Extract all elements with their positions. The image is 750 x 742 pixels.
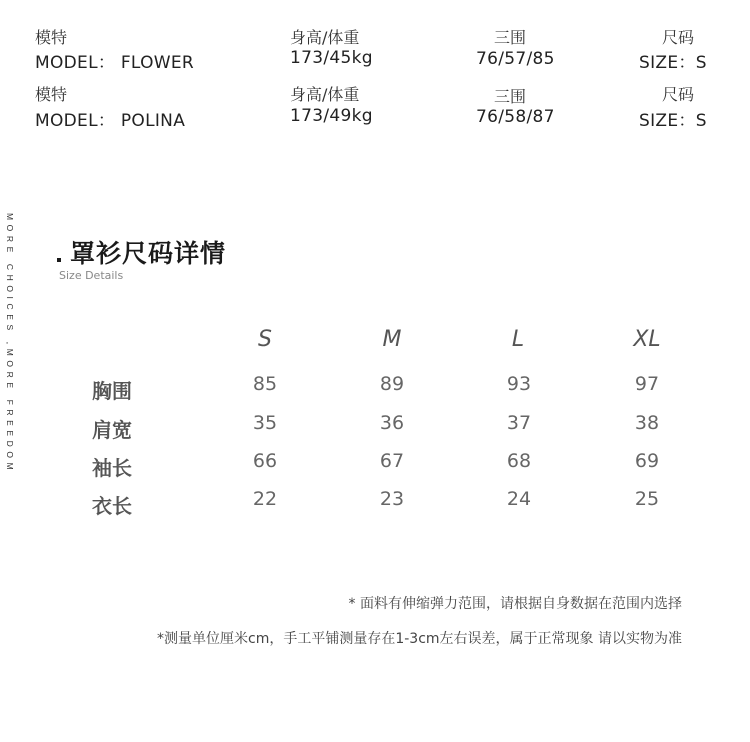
measurements-value: 76/57/85	[476, 49, 555, 69]
column-header-xl: XL	[633, 327, 661, 352]
height-weight-label: 身高/体重	[290, 85, 360, 104]
model-name: MODEL： FLOWER	[35, 53, 195, 73]
measurements-label: 三围	[494, 87, 527, 106]
table-cell: 97	[634, 373, 660, 395]
row-label-length: 衣长	[92, 494, 132, 518]
table-cell: 67	[379, 450, 405, 472]
table-cell: 25	[634, 488, 660, 510]
column-header-s: S	[258, 327, 272, 352]
table-cell: 85	[252, 373, 278, 395]
size-label: 尺码	[662, 85, 695, 104]
measurements-label: 三围	[494, 28, 527, 47]
table-cell: 23	[379, 488, 405, 510]
elasticity-note: * 面料有伸缩弹力范围，请根据自身数据在范围内选择	[348, 596, 682, 612]
row-label-sleeve: 袖长	[92, 456, 132, 480]
size-value: SIZE：S	[639, 111, 707, 131]
table-cell: 37	[506, 412, 532, 434]
size-label: 尺码	[662, 28, 695, 47]
side-slogan: MORE CHOICES ,MORE FREEDOM	[5, 213, 15, 475]
measurements-value: 76/58/87	[476, 107, 555, 127]
table-cell: 69	[634, 450, 660, 472]
model-name: MODEL： POLINA	[35, 111, 186, 131]
section-title: 罩衫尺码详情	[70, 239, 227, 268]
section-subtitle: Size Details	[59, 269, 124, 282]
table-cell: 66	[252, 450, 278, 472]
row-label-shoulder: 肩宽	[92, 418, 132, 442]
model-label-cn: 模特	[35, 28, 68, 47]
table-cell: 68	[506, 450, 532, 472]
table-cell: 36	[379, 412, 405, 434]
table-cell: 38	[634, 412, 660, 434]
column-header-l: L	[511, 327, 525, 352]
row-label-chest: 胸围	[92, 379, 132, 403]
table-cell: 35	[252, 412, 278, 434]
table-cell: 22	[252, 488, 278, 510]
column-header-m: M	[382, 327, 402, 352]
size-value: SIZE：S	[639, 53, 707, 73]
table-cell: 24	[506, 488, 532, 510]
height-weight-label: 身高/体重	[290, 28, 360, 47]
height-weight-value: 173/49kg	[290, 106, 373, 126]
table-cell: 89	[379, 373, 405, 395]
model-label-cn: 模特	[35, 85, 68, 104]
measurement-note: *测量单位厘米cm，手工平铺测量存在1-3cm左右误差，属于正常现象 请以实物为准	[157, 631, 682, 647]
height-weight-value: 173/45kg	[290, 48, 373, 68]
table-cell: 93	[506, 373, 532, 395]
